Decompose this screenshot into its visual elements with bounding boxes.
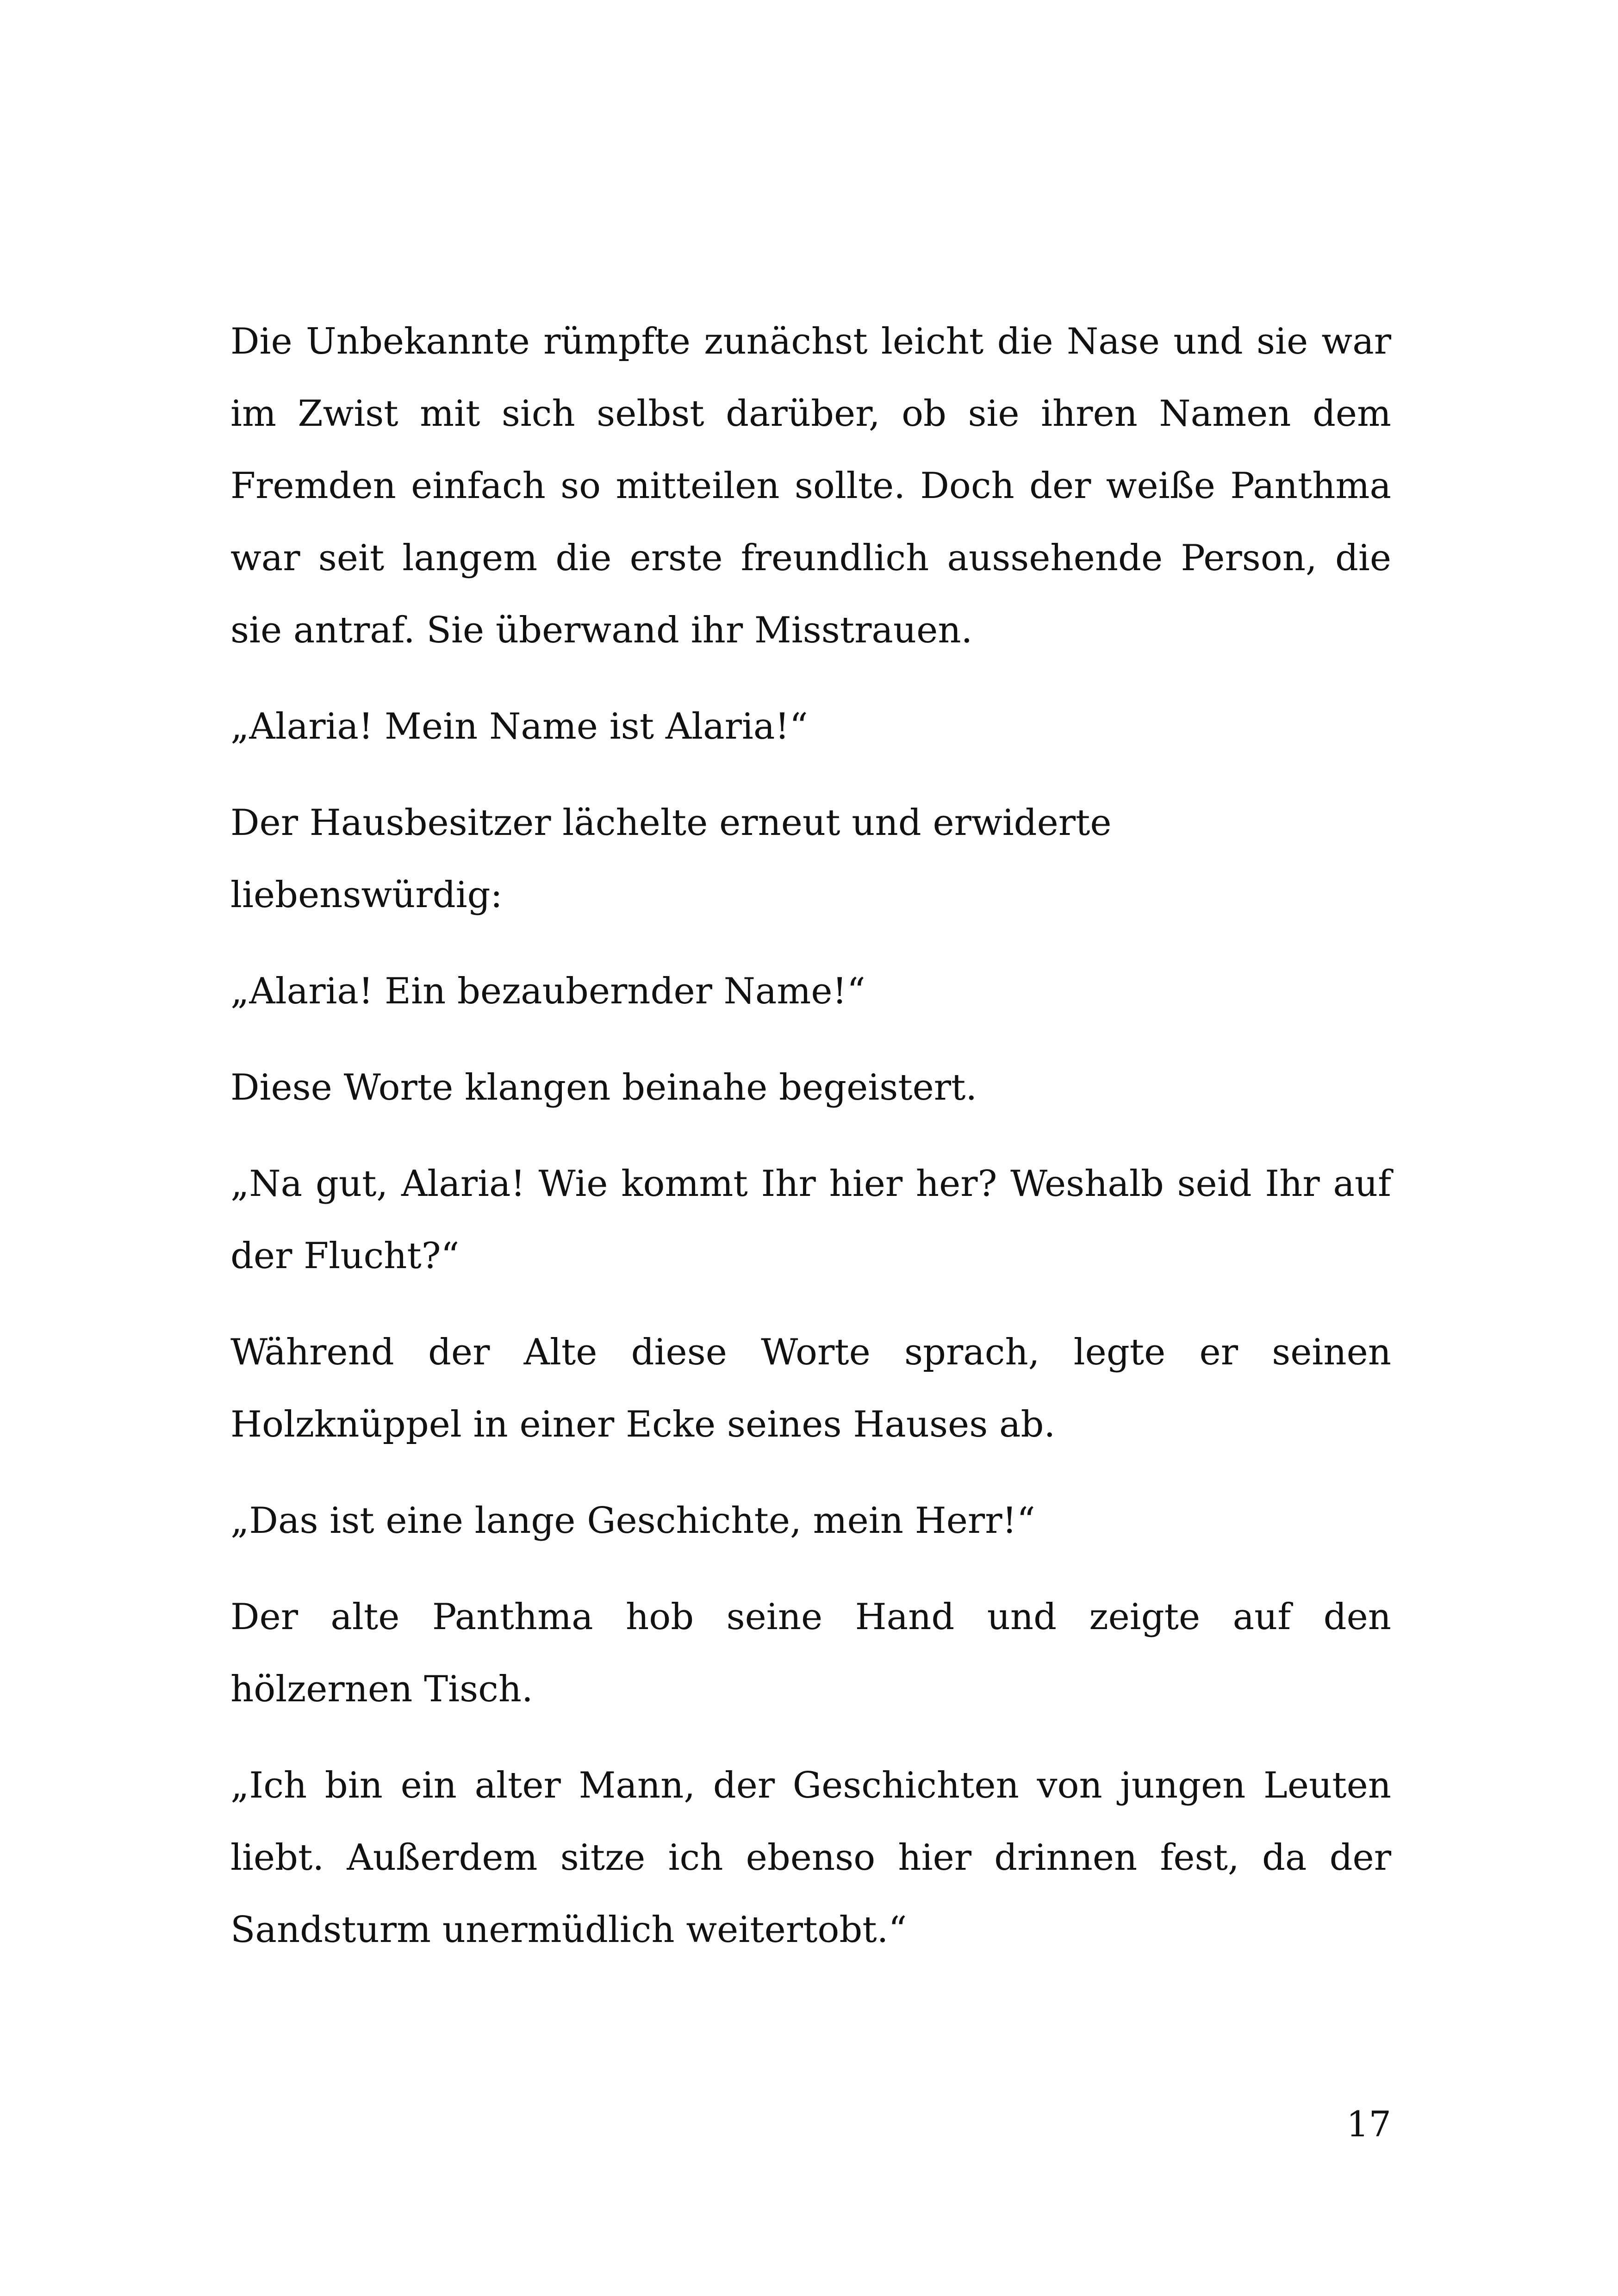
paragraph: „Alaria! Ein bezaubernder Name!“ (230, 971, 865, 1012)
paragraph: „Na gut, Alaria! Wie kommt Ihr hier her? Weshalb seid Ihr auf der Flucht?“ (230, 1163, 1391, 1277)
paragraph: Die Unbekannte rümpfte zunächst leicht die Nase und sie war im Zwist mit sich selbst darüber, ob sie ihren Namen dem Fremden einfach so mitteilen sollte. Doch der weiße Panthma war seit langem die erste freundlich aussehende Person, die sie antraf. Sie überwand ihr Misstrauen. (230, 321, 1391, 651)
paragraph: Diese Worte klangen beinahe begeistert. (230, 1067, 977, 1108)
paragraph: Der Hausbesitzer lächelte erneut und erwiderte liebenswürdig: (230, 802, 1112, 916)
paragraph: „Das ist eine lange Geschichte, mein Herr!“ (230, 1500, 1035, 1542)
paragraph: Der alte Panthma hob seine Hand und zeigte auf den hölzernen Tisch. (230, 1596, 1391, 1710)
paragraph: „Alaria! Mein Name ist Alaria!“ (230, 706, 808, 747)
body-text (230, 305, 1391, 1990)
paragraph: „Ich bin ein alter Mann, der Geschichten von jungen Leuten liebt. Außerdem sitze ich ebenso hier drinnen fest, da der Sandsturm unermüdlich weitertobt.“ (230, 1765, 1391, 1951)
page-number: 17 (1346, 2103, 1391, 2145)
paragraph: Während der Alte diese Worte sprach, legte er seinen Holzknüppel in einer Ecke seines Hauses ab. (230, 1332, 1391, 1445)
